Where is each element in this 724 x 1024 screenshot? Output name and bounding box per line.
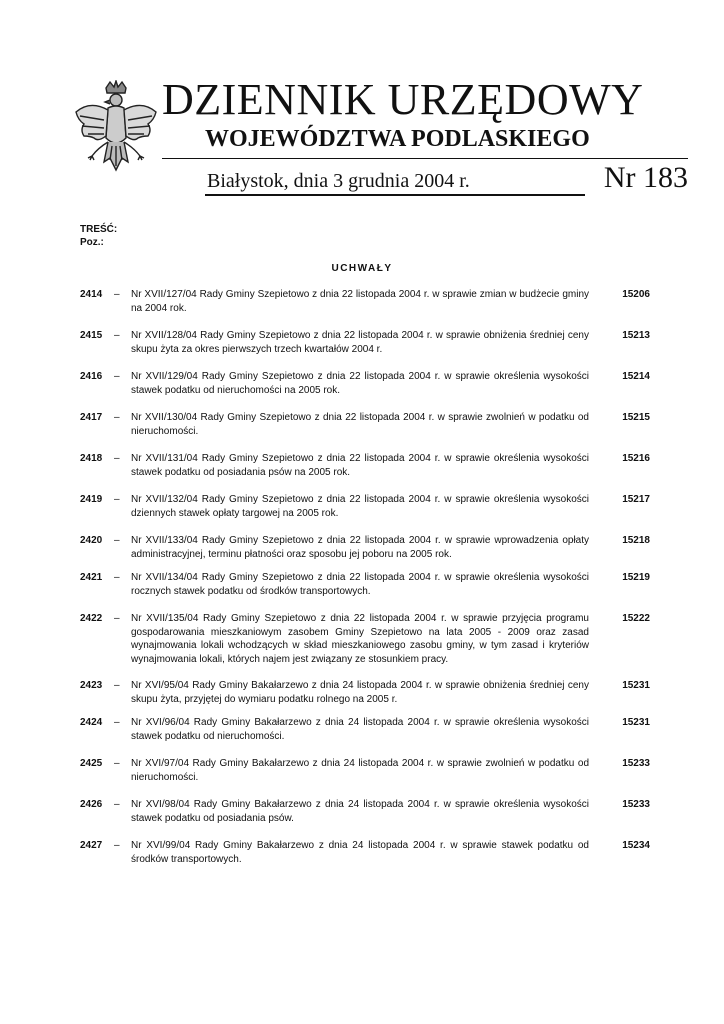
entry-dash: – <box>114 371 120 382</box>
contents-entry <box>0 534 724 561</box>
entry-dash: – <box>114 330 120 341</box>
section-heading: UCHWAŁY <box>331 263 393 274</box>
contents-entry <box>0 493 724 520</box>
contents-entry <box>0 716 724 743</box>
entry-page-number: 15213 <box>622 330 650 341</box>
contents-entry <box>0 411 724 438</box>
entry-position-number: 2416 <box>80 371 103 382</box>
contents-entry <box>0 370 724 397</box>
entry-page-number: 15222 <box>622 613 650 624</box>
date-underline <box>205 194 585 196</box>
contents-entry <box>0 288 724 315</box>
contents-entry <box>0 452 724 479</box>
entry-dash: – <box>114 840 120 851</box>
entry-position-number: 2420 <box>80 535 103 546</box>
entry-page-number: 15216 <box>622 453 650 464</box>
entry-page-number: 15218 <box>622 535 650 546</box>
entry-page-number: 15217 <box>622 494 650 505</box>
position-label: Poz.: <box>80 237 104 248</box>
entry-title: Nr XVII/134/04 Rady Gminy Szepietowo z dnia 22 listopada 2004 r. w sprawie określenia wysokości rocznych stawek podatku od środków transportowych. <box>131 572 589 597</box>
entry-position-number: 2422 <box>80 613 103 624</box>
white-eagle-emblem-icon <box>70 80 162 182</box>
entry-position-number: 2414 <box>80 289 103 300</box>
contents-entry <box>0 679 724 706</box>
entry-dash: – <box>114 613 120 624</box>
contents-entry <box>0 571 724 598</box>
entry-page-number: 15231 <box>622 717 650 728</box>
entry-dash: – <box>114 758 120 769</box>
entry-page-number: 15231 <box>622 680 650 691</box>
entry-dash: – <box>114 717 120 728</box>
entry-title: Nr XVII/132/04 Rady Gminy Szepietowo z dnia 22 listopada 2004 r. w sprawie określenia wysokości dziennych stawek opłaty targowej na 2005 rok. <box>131 494 589 519</box>
entry-position-number: 2419 <box>80 494 103 505</box>
entry-title: Nr XVII/133/04 Rady Gminy Szepietowo z dnia 22 listopada 2004 r. w sprawie wprowadzenia opłaty administracyjnej, terminu płatności oraz sposobu jej poboru na 2005 rok. <box>131 535 589 560</box>
contents-label: TREŚĆ: <box>80 224 118 235</box>
issue-number: Nr 183 <box>603 161 688 194</box>
entry-title: Nr XVI/95/04 Rady Gminy Bakałarzewo z dnia 24 listopada 2004 r. w sprawie obniżenia średniej ceny skupu żyta, przyjętej do wymiaru podatku rolnego na 2005 r. <box>131 680 589 705</box>
entry-title: Nr XVII/128/04 Rady Gminy Szepietowo z dnia 22 listopada 2004 r. w sprawie obniżenia średniej ceny skupu żyta za okres pierwszych trzech kwartałów 2004 r. <box>131 330 589 355</box>
entry-page-number: 15206 <box>622 289 650 300</box>
entry-dash: – <box>114 680 120 691</box>
entry-page-number: 15215 <box>622 412 650 423</box>
entry-title: Nr XVII/131/04 Rady Gminy Szepietowo z dnia 22 listopada 2004 r. w sprawie określenia wysokości stawek podatku od posiadania psów na 2005 rok. <box>131 453 589 478</box>
contents-entry <box>0 839 724 866</box>
entry-page-number: 15219 <box>622 572 650 583</box>
journal-title: DZIENNIK URZĘDOWY <box>162 75 644 124</box>
entry-dash: – <box>114 572 120 583</box>
contents-entry <box>0 612 724 666</box>
entry-position-number: 2417 <box>80 412 103 423</box>
journal-subtitle: WOJEWÓDZTWA PODLASKIEGO <box>205 126 590 152</box>
entry-page-number: 15234 <box>622 840 650 851</box>
contents-entry <box>0 329 724 356</box>
entry-title: Nr XVI/98/04 Rady Gminy Bakałarzewo z dnia 24 listopada 2004 r. w sprawie określenia wysokości stawek podatku od posiadania psów. <box>131 799 589 824</box>
entry-title: Nr XVI/99/04 Rady Gminy Bakałarzewo z dnia 24 listopada 2004 r. w sprawie stawek podatku od środków transportowych. <box>131 840 589 865</box>
entry-position-number: 2423 <box>80 680 103 691</box>
place-date: Białystok, dnia 3 grudnia 2004 r. <box>207 170 470 192</box>
entry-page-number: 15233 <box>622 799 650 810</box>
entry-position-number: 2427 <box>80 840 103 851</box>
entry-title: Nr XVI/96/04 Rady Gminy Bakałarzewo z dnia 24 listopada 2004 r. w sprawie określenia wysokości stawek podatku od nieruchomości. <box>131 717 589 742</box>
entry-title: Nr XVI/97/04 Rady Gminy Bakałarzewo z dnia 24 listopada 2004 r. w sprawie zwolnień w podatku od nieruchomości. <box>131 758 589 783</box>
entry-position-number: 2425 <box>80 758 103 769</box>
entry-position-number: 2418 <box>80 453 103 464</box>
entry-title: Nr XVII/130/04 Rady Gminy Szepietowo z dnia 22 listopada 2004 r. w sprawie zwolnień w podatku od nieruchomości. <box>131 412 589 437</box>
entry-title: Nr XVII/129/04 Rady Gminy Szepietowo z dnia 22 listopada 2004 r. w sprawie określenia wysokości stawek podatku od nieruchomości na 2005 rok. <box>131 371 589 396</box>
contents-entry <box>0 757 724 784</box>
entry-position-number: 2415 <box>80 330 103 341</box>
entry-dash: – <box>114 494 120 505</box>
entry-title: Nr XVII/127/04 Rady Gminy Szepietowo z dnia 22 listopada 2004 r. w sprawie zmian w budżecie gminy na 2004 rok. <box>131 289 589 314</box>
entry-dash: – <box>114 289 120 300</box>
entry-dash: – <box>114 453 120 464</box>
entry-position-number: 2426 <box>80 799 103 810</box>
contents-entry <box>0 798 724 825</box>
header-divider <box>162 158 688 159</box>
entry-position-number: 2424 <box>80 717 103 728</box>
contents-list <box>0 288 724 880</box>
entry-dash: – <box>114 412 120 423</box>
entry-page-number: 15233 <box>622 758 650 769</box>
entry-dash: – <box>114 799 120 810</box>
entry-title: Nr XVII/135/04 Rady Gminy Szepietowo z dnia 22 listopada 2004 r. w sprawie przyjęcia programu gospodarowania mieszkaniowym zasobem Gminy Szepietowo na lata 2005 - 2009 oraz zasad wynajmowania lokali wchodzących w skład mieszkaniowego zasobu gminy, w tym zasad i kryteriów wynajmowania lokali, których najem jest związany ze stosunkiem pracy. <box>131 613 589 665</box>
entry-dash: – <box>114 535 120 546</box>
entry-page-number: 15214 <box>622 371 650 382</box>
entry-position-number: 2421 <box>80 572 103 583</box>
